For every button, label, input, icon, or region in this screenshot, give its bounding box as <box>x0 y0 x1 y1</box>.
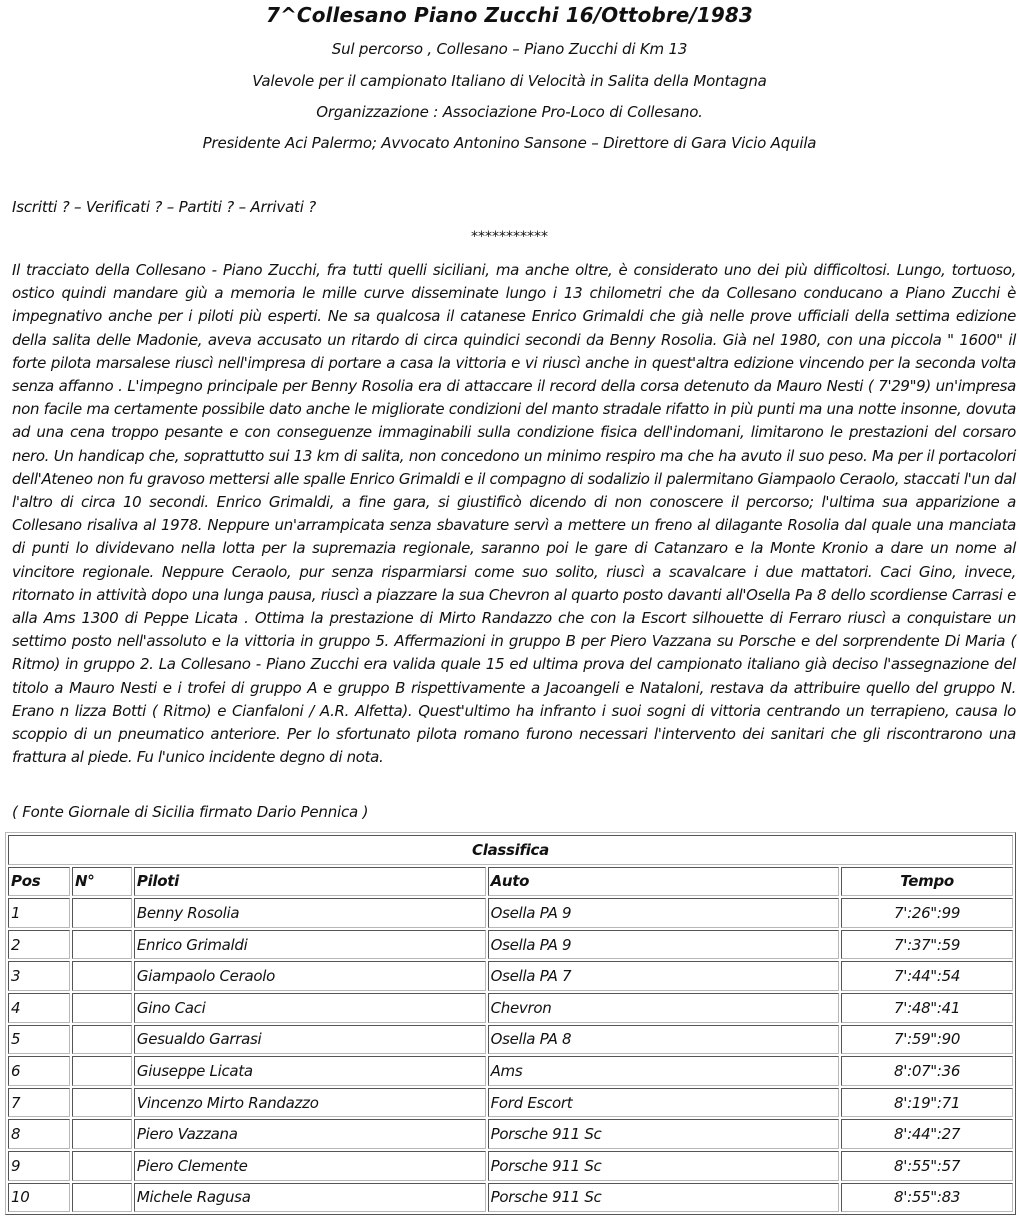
cell-pos: 7 <box>8 1088 70 1118</box>
cell-car: Porsche 911 Sc <box>488 1183 840 1213</box>
cell-time: 8':55":57 <box>841 1151 1013 1181</box>
table-caption: Classifica <box>8 835 1013 865</box>
table-row <box>8 1088 1013 1118</box>
cell-car: Ford Escort <box>488 1088 840 1118</box>
cell-number <box>72 1119 132 1149</box>
cell-pos: 3 <box>8 961 70 991</box>
page-title: 7^Collesano Piano Zucchi 16/Ottobre/1983 <box>266 3 753 27</box>
cell-number <box>72 1151 132 1181</box>
table-row <box>8 1183 1013 1213</box>
cell-time: 7':44":54 <box>841 961 1013 991</box>
cell-number <box>72 1056 132 1086</box>
table-row <box>8 1056 1013 1086</box>
cell-time: 8':19":71 <box>841 1088 1013 1118</box>
table-row <box>8 930 1013 960</box>
cell-pos: 8 <box>8 1119 70 1149</box>
header-car: Auto <box>488 867 840 897</box>
header-pilots: Piloti <box>134 867 486 897</box>
table-row <box>8 1025 1013 1055</box>
cell-number <box>72 1025 132 1055</box>
cell-pos: 10 <box>8 1183 70 1213</box>
cell-number <box>72 930 132 960</box>
cell-car: Osella PA 9 <box>488 898 840 928</box>
cell-car: Chevron <box>488 993 840 1023</box>
table-row <box>8 993 1013 1023</box>
cell-car: Porsche 911 Sc <box>488 1151 840 1181</box>
cell-time: 8':07":36 <box>841 1056 1013 1086</box>
cell-pilot: Benny Rosolia <box>134 898 486 928</box>
cell-number <box>72 993 132 1023</box>
cell-pos: 5 <box>8 1025 70 1055</box>
article-text: Il tracciato della Collesano - Piano Zucchi, fra tutti quelli siciliani, ma anche oltre, è considerato uno dei più difficoltosi. Lungo, tortuoso, ostico quindi mandare giù a memoria le mille curve disseminate lungo i 13 chilometri che da Collesano conducano a Piano Zucchi è impegnativo anche per i piloti più esperti. Ne sa qualcosa il catanese Enrico Grimaldi che già nelle prove ufficiali della settima edizione della salita delle Madonie, aveva accusato un ritardo di circa quindici secondi da Benny Rosolia. Già nel 1980, con una piccola " 1600" il forte pilota marsalese riuscì nell'impresa di portare a casa la vittoria e vi riuscì anche in quest'altra edizione vincendo per la seconda volta senza affanno . L'impegno principale per Benny Rosolia era di attaccare il record della corsa detenuto da Mauro Nesti ( 7'29"9) un'impresa non facile ma certamente possibile dato anche le migliorate condizioni del manto stradale rifatto in più punti ma una notte insonne, dovuta ad una cena troppo pesante e con conseguenze immaginabili sulla condizione fisica dell'indomani, limitarono le prestazioni del corsaro nero. Un handicap che, soprattutto sui 13 km di salita, non concedono un minimo respiro ma che ha avuto il suo peso. Ma per il portacolori dell'Ateneo non fu gravoso mettersi alle spalle Enrico Grimaldi e il compagno di sodalizio il palermitano Giampaolo Ceraolo, staccati l'un dal l'altro di circa 10 secondi. Enrico Grimaldi, a fine gara, si giustificò dicendo di non conoscere il percorso; l'ultima sua apparizione a Collesano risaliva al 1978. Neppure un'arrampicata senza sbavature servì a mettere un freno al dilagante Rosolia dal quale una manciata di punti lo dividevano nella lotta per la supremazia regionale, saranno poi le gare di Catanzaro e la Monte Kronio a dare un nome al vincitore regionale. Neppure Ceraolo, pur senza risparmiarsi come suo solito, riuscì a scavalcare i due mattatori. Caci Gino, invece, ritornato in attività dopo una lunga pausa, riuscì a piazzare la sua Chevron al quarto posto davanti all'Osella Pa 8 dello scordiense Carrasi e alla Ams 1300 di Peppe Licata . Ottima la prestazione di Mirto Randazzo che con la Escort silhouette di Ferraro riuscì a conquistare un settimo posto nell'assoluto e la vittoria in gruppo 5. Affermazioni in gruppo B per Piero Vazzana su Porsche e del sorprendente Di Maria ( Ritmo) in gruppo 2. La Collesano - Piano Zucchi era valida quale 15 ed ultima prova del campionato italiano già deciso l'assegnazione del titolo a Mauro Nesti e i trofei di gruppo A e gruppo B rispettivamente a Jacoangeli e Nataloni, restava da attribuire quello del gruppo N. Erano n lizza Botti ( Ritmo) e Cianfaloni / A.R. Alfetta). Quest'ultimo ha infranto i suoi sogni di vittoria centrando un terrapieno, causa lo scoppio di un pneumatico anteriore. Per lo sfortunato pilota romano furono necessari l'intervento dei sanitari che gli riscontrarono una frattura al piede. Fu l'unico incidente degno di nota. <box>12 261 1016 767</box>
header-pos: Pos <box>8 867 70 897</box>
table-row <box>8 1119 1013 1149</box>
cell-car: Osella PA 8 <box>488 1025 840 1055</box>
entry-stats: Iscritti ? – Verificati ? – Partiti ? – Arrivati ? <box>12 198 317 216</box>
cell-pos: 2 <box>8 930 70 960</box>
cell-time: 7':26":99 <box>841 898 1013 928</box>
cell-pilot: Giuseppe Licata <box>134 1056 486 1086</box>
cell-car: Ams <box>488 1056 840 1086</box>
cell-number <box>72 961 132 991</box>
table-row <box>8 1151 1013 1181</box>
table-row <box>8 898 1013 928</box>
cell-pilot: Piero Clemente <box>134 1151 486 1181</box>
cell-pos: 4 <box>8 993 70 1023</box>
organization-info: Organizzazione : Associazione Pro-Loco di Collesano. <box>316 103 703 121</box>
officials-info: Presidente Aci Palermo; Avvocato Antonino Sansone – Direttore di Gara Vicio Aquila <box>202 134 817 152</box>
cell-pilot: Gino Caci <box>134 993 486 1023</box>
cell-time: 8':44":27 <box>841 1119 1013 1149</box>
cell-number <box>72 898 132 928</box>
cell-pilot: Giampaolo Ceraolo <box>134 961 486 991</box>
route-info: Sul percorso , Collesano – Piano Zucchi di Km 13 <box>331 40 688 58</box>
cell-car: Porsche 911 Sc <box>488 1119 840 1149</box>
cell-pos: 9 <box>8 1151 70 1181</box>
cell-pos: 1 <box>8 898 70 928</box>
cell-time: 8':55":83 <box>841 1183 1013 1213</box>
cell-pilot: Gesualdo Garrasi <box>134 1025 486 1055</box>
cell-time: 7':37":59 <box>841 930 1013 960</box>
cell-number <box>72 1088 132 1118</box>
table-row <box>8 961 1013 991</box>
results-table <box>5 832 1016 1215</box>
cell-pos: 6 <box>8 1056 70 1086</box>
cell-number <box>72 1183 132 1213</box>
cell-pilot: Michele Ragusa <box>134 1183 486 1213</box>
cell-pilot: Piero Vazzana <box>134 1119 486 1149</box>
header-time: Tempo <box>841 867 1013 897</box>
table-caption-row <box>8 835 1013 865</box>
championship-info: Valevole per il campionato Italiano di Velocità in Salita della Montagna <box>252 72 767 90</box>
separator: *********** <box>471 229 548 245</box>
source-credit: ( Fonte Giornale di Sicilia firmato Dario Pennica ) <box>12 803 369 821</box>
cell-car: Osella PA 9 <box>488 930 840 960</box>
cell-time: 7':48":41 <box>841 993 1013 1023</box>
cell-time: 7':59":90 <box>841 1025 1013 1055</box>
table-header-row <box>8 867 1013 897</box>
cell-pilot: Vincenzo Mirto Randazzo <box>134 1088 486 1118</box>
cell-car: Osella PA 7 <box>488 961 840 991</box>
cell-pilot: Enrico Grimaldi <box>134 930 486 960</box>
header-number: N° <box>72 867 132 897</box>
